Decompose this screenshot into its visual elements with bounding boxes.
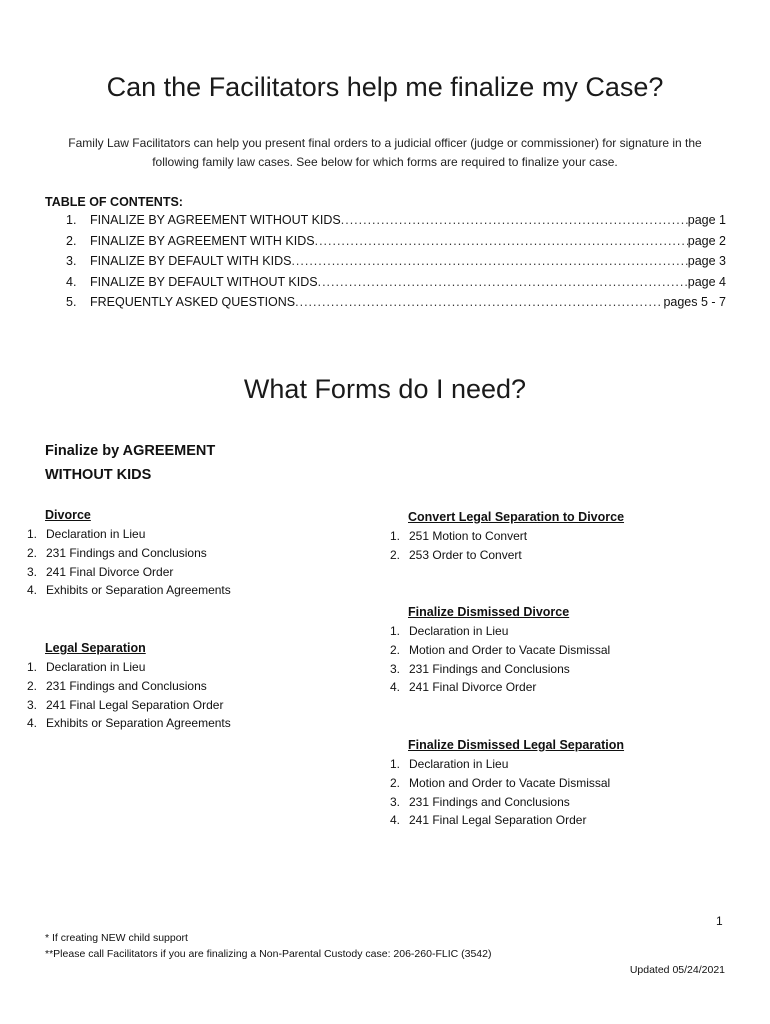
list-item: 4. 241 Final Legal Separation Order	[378, 813, 610, 832]
list-item-text: Exhibits or Separation Agreements	[46, 716, 231, 731]
list-item-text: Motion and Order to Vacate Dismissal	[409, 775, 611, 790]
toc-item	[66, 234, 726, 255]
toc-item-number: 5.	[66, 295, 77, 309]
section-heading	[45, 439, 215, 487]
toc-item	[66, 213, 726, 234]
toc-item-number: 1.	[66, 213, 77, 227]
footnotes	[45, 931, 491, 962]
toc-item-page: page 4	[687, 274, 726, 289]
toc-item-page: page 1	[687, 213, 726, 227]
list-item-text: 231 Findings and Conclusions	[46, 545, 207, 560]
toc-item	[66, 295, 726, 316]
list-item-text: Declaration in Lieu	[409, 624, 509, 638]
list-item: 2. 231 Findings and Conclusions	[15, 546, 231, 565]
toc-item-page: page 3	[687, 254, 726, 268]
toc-item-page: page 2	[687, 233, 726, 248]
list-item-text: Motion and Order to Vacate Dismissal	[409, 642, 611, 657]
intro-line-2: following family law cases. See below for which forms are required to finalize your case.	[152, 155, 618, 169]
list-item-text: Declaration in Lieu	[46, 660, 146, 674]
toc-item-number: 4.	[66, 274, 77, 289]
list-item-text: 241 Final Legal Separation Order	[409, 813, 587, 828]
toc-leader	[295, 295, 663, 309]
convert-title: Convert Legal Separation to Divorce	[408, 510, 625, 524]
toc-item	[66, 275, 726, 296]
list-item-text: 241 Final Legal Separation Order	[46, 697, 224, 712]
toc-leader	[291, 254, 687, 268]
toc-item	[66, 254, 726, 275]
list-item: 4. Exhibits or Separation Agreements	[15, 583, 231, 602]
list-item: 4. Exhibits or Separation Agreements	[15, 716, 231, 735]
updated-date: Updated 05/24/2021	[629, 964, 725, 976]
toc-item-title: FINALIZE BY DEFAULT WITH KIDS	[90, 254, 292, 268]
page-number: 1	[716, 914, 723, 928]
list-item: 1. Declaration in Lieu	[378, 757, 610, 776]
list-item: 2. 253 Order to Convert	[378, 548, 527, 567]
section-heading-line-1: Finalize by AGREEMENT	[45, 443, 216, 459]
dismissed-legal-separation-list	[378, 757, 610, 832]
toc-leader	[318, 275, 688, 289]
list-item: 4. 241 Final Divorce Order	[378, 680, 610, 699]
list-item: 1. Declaration in Lieu	[15, 527, 231, 546]
toc-item-page: pages 5 - 7	[663, 295, 726, 309]
section-heading-line-2: WITHOUT KIDS	[45, 467, 152, 483]
list-item: 3. 241 Final Legal Separation Order	[15, 698, 231, 717]
page-title: Can the Facilitators help me finalize my Case?	[106, 72, 664, 102]
footnote-non-parental-custody: **Please call Facilitators if you are finalizing a Non-Parental Custody case: 206-260-FLIC (3542)	[45, 947, 492, 960]
list-item-text: 231 Findings and Conclusions	[46, 678, 207, 693]
list-item-text: 231 Findings and Conclusions	[409, 794, 570, 809]
toc-item-number: 3.	[66, 254, 77, 268]
toc-item-title: FINALIZE BY AGREEMENT WITH KIDS	[90, 233, 315, 248]
list-item-text: 231 Findings and Conclusions	[409, 661, 570, 676]
list-item: 2. Motion and Order to Vacate Dismissal	[378, 776, 610, 795]
list-item: 3. 231 Findings and Conclusions	[378, 662, 610, 681]
toc-leader	[315, 234, 688, 248]
list-item-text: 241 Final Divorce Order	[409, 680, 537, 695]
list-item: 3. 241 Final Divorce Order	[15, 565, 231, 584]
dismissed-divorce-list	[378, 624, 610, 699]
divorce-title: Divorce	[45, 508, 91, 522]
dismissed-divorce-title: Finalize Dismissed Divorce	[408, 605, 570, 619]
list-item: 1. Declaration in Lieu	[378, 624, 610, 643]
list-item-text: 241 Final Divorce Order	[46, 564, 174, 579]
table-of-contents	[66, 213, 726, 316]
list-item-text: Exhibits or Separation Agreements	[46, 583, 231, 598]
forms-heading: What Forms do I need?	[243, 374, 527, 404]
legal-separation-list	[15, 660, 231, 735]
footnote-child-support: * If creating NEW child support	[45, 932, 188, 944]
list-item: 2. 231 Findings and Conclusions	[15, 679, 231, 698]
toc-item-title: FINALIZE BY DEFAULT WITHOUT KIDS	[90, 274, 318, 289]
toc-item-title: FREQUENTLY ASKED QUESTIONS	[90, 295, 296, 309]
dismissed-legal-separation-title: Finalize Dismissed Legal Separation	[408, 738, 625, 752]
list-item-text: 253 Order to Convert	[409, 547, 522, 562]
intro-text	[40, 134, 730, 172]
list-item-text: 251 Motion to Convert	[409, 529, 528, 543]
list-item-text: Declaration in Lieu	[409, 757, 509, 771]
convert-list	[378, 529, 527, 567]
toc-heading: TABLE OF CONTENTS:	[45, 195, 183, 209]
list-item-text: Declaration in Lieu	[46, 527, 146, 541]
toc-item-number: 2.	[66, 233, 77, 248]
legal-separation-title: Legal Separation	[45, 641, 146, 655]
toc-item-title: FINALIZE BY AGREEMENT WITHOUT KIDS	[90, 213, 341, 227]
list-item: 3. 231 Findings and Conclusions	[378, 795, 610, 814]
intro-line-1: Family Law Facilitators can help you present final orders to a judicial officer (judge or commissioner) for signature in the	[68, 136, 702, 150]
divorce-list	[15, 527, 231, 602]
toc-leader	[341, 213, 688, 227]
list-item: 1. Declaration in Lieu	[15, 660, 231, 679]
list-item: 2. Motion and Order to Vacate Dismissal	[378, 643, 610, 662]
list-item: 1. 251 Motion to Convert	[378, 529, 527, 548]
